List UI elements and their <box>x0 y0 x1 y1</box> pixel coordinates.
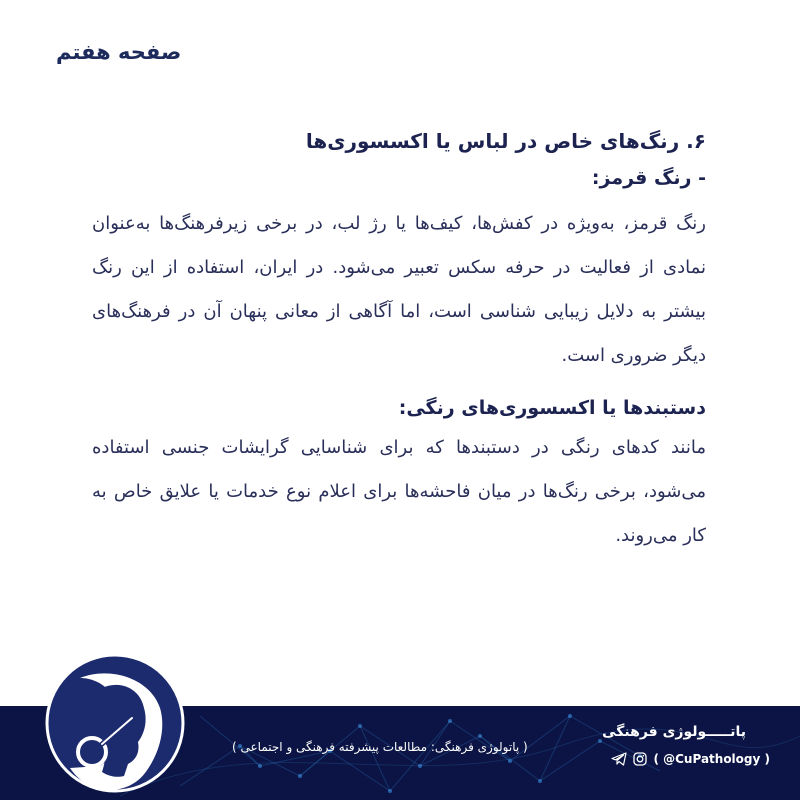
footer-subtitle: ( پاتولوژی فرهنگی: مطالعات پیشرفته فرهنگی و اجتماعی ) <box>232 740 528 754</box>
section-title: ۶. رنگ‌های خاص در لباس یا اکسسوری‌ها <box>305 129 706 153</box>
bracelets-paragraph: مانند کدهای رنگی در دستبندها که برای شناسایی گرایشات جنسی استفاده می‌شود، برخی رنگ‌ها در میان فاحشه‌ها برای اعلام نوع خدمات یا علایق خاص به کار می‌روند. <box>92 437 706 546</box>
instagram-icon[interactable] <box>632 752 648 766</box>
brand-name: پاتـــــولوژی فرهنگی <box>602 724 746 740</box>
social-row <box>611 752 770 766</box>
page-label: صفحه هفتم <box>56 40 182 64</box>
telegram-icon[interactable] <box>611 752 627 766</box>
social-handle[interactable]: ( @CuPathology ) <box>653 752 770 766</box>
bracelets-heading: دستبندها یا اکسسوری‌های رنگی: <box>398 397 706 419</box>
cupathology-logo <box>40 648 190 798</box>
article-body <box>92 122 706 558</box>
red-color-heading: - رنگ قرمز: <box>591 167 706 189</box>
red-color-paragraph: رنگ قرمز، به‌ویژه در کفش‌ها، کیف‌ها یا رژ لب، در برخی زیرفرهنگ‌ها به‌عنوان نمادی از فعالیت در حرفه سکس تعبیر می‌شود. در ایران، استفاده از این رنگ بیشتر به دلایل زیبایی شناسی است، اما آگاهی از معانی پنهان آن در فرهنگ‌های دیگر ضروری است. <box>92 213 706 366</box>
